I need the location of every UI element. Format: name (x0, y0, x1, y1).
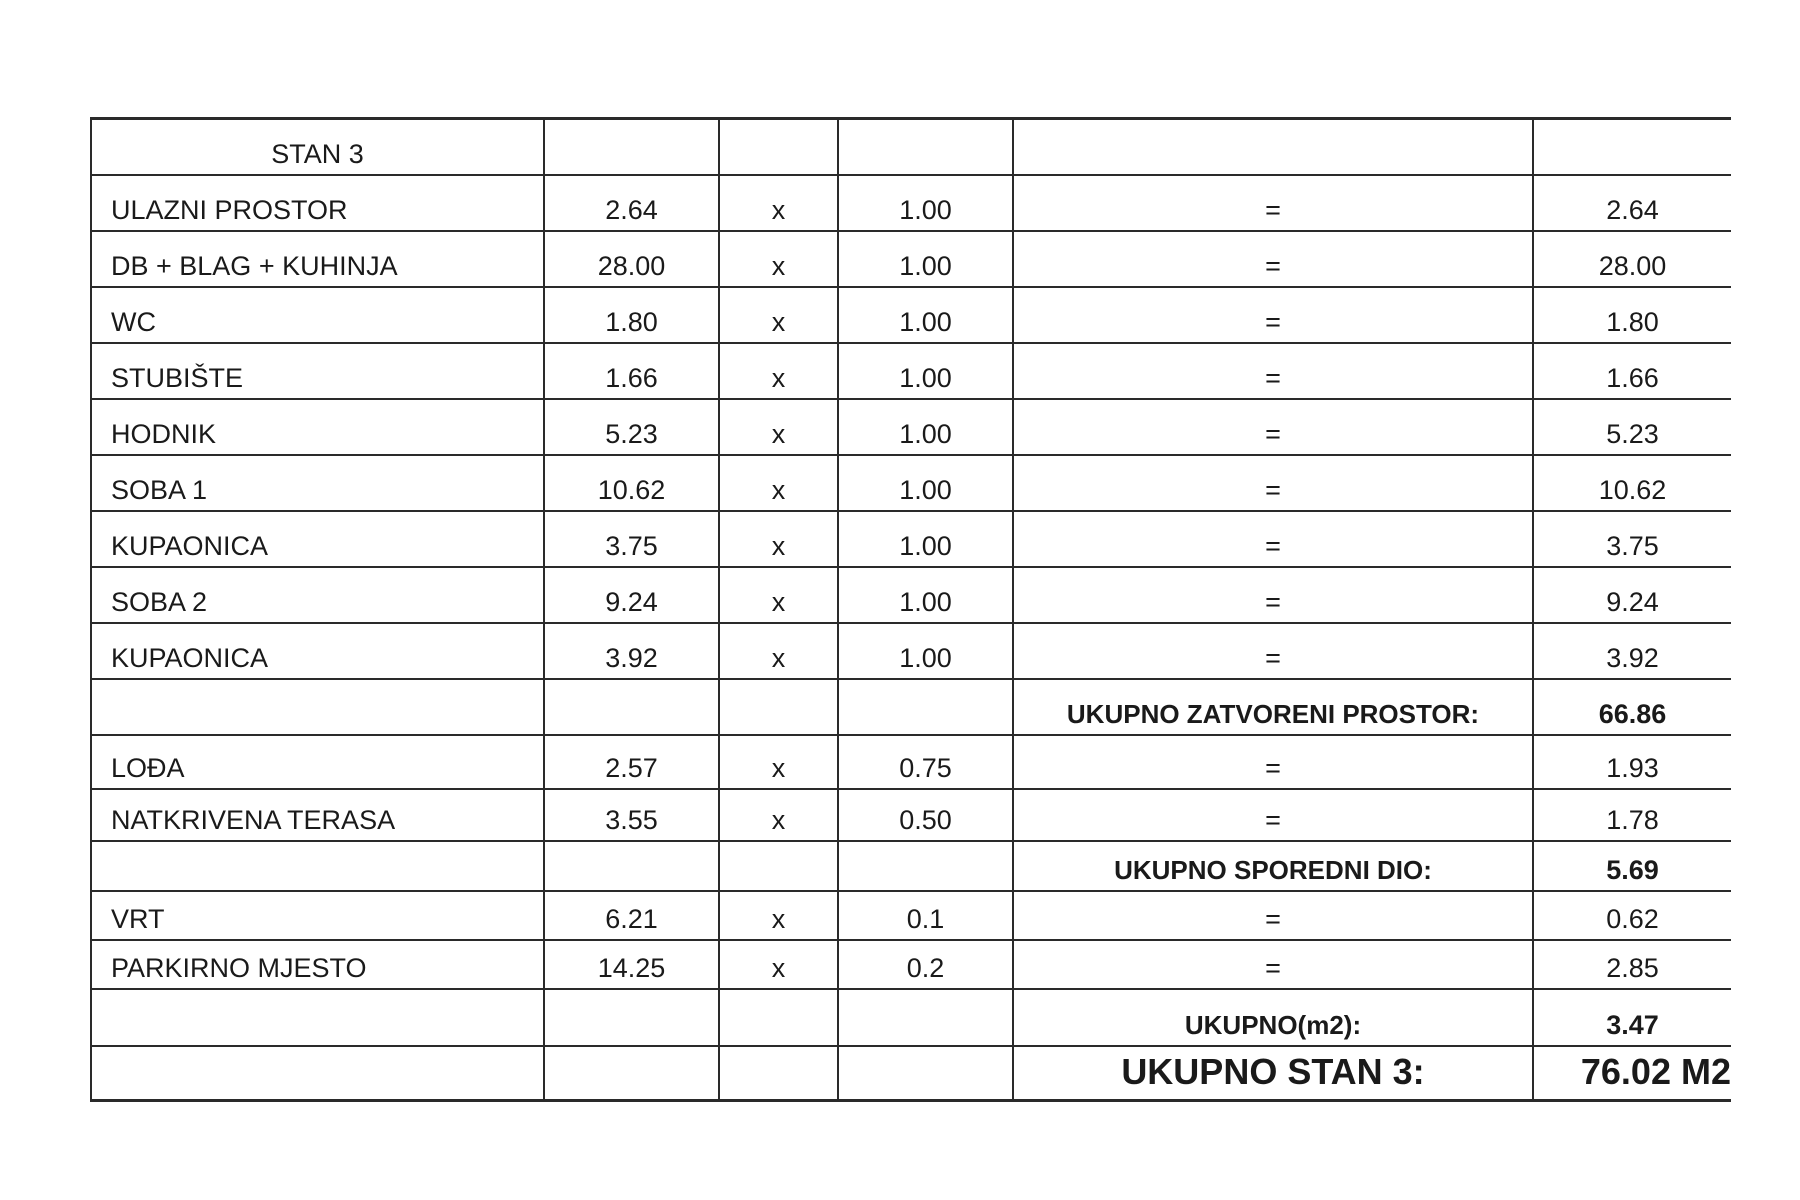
area-factor: 1.00 (838, 175, 1013, 231)
room-result: 1.66 (1533, 343, 1731, 399)
equals-sign: = (1013, 343, 1533, 399)
empty-cell (91, 679, 544, 735)
room-name: HODNIK (91, 399, 544, 455)
room-area: 3.55 (544, 789, 719, 841)
empty-cell (838, 841, 1013, 891)
subtotal-row-extra (91, 989, 1731, 1046)
empty-cell (544, 119, 719, 175)
room-result: 5.23 (1533, 399, 1731, 455)
subtotal-secondary-value: 5.69 (1533, 841, 1731, 891)
empty-cell (91, 989, 544, 1046)
table-row (91, 735, 1731, 789)
room-area: 2.57 (544, 735, 719, 789)
subtotal-secondary-label: UKUPNO SPOREDNI DIO: (1013, 841, 1533, 891)
subtotal-extra-value: 3.47 (1533, 989, 1731, 1046)
area-factor: 1.00 (838, 231, 1013, 287)
empty-cell (719, 679, 838, 735)
grand-total-value: 76.02 M2 (1580, 1051, 1731, 1092)
room-name: LOĐA (91, 735, 544, 789)
empty-cell (719, 841, 838, 891)
table-title: STAN 3 (91, 119, 544, 175)
room-name: STUBIŠTE (91, 343, 544, 399)
empty-cell (719, 989, 838, 1046)
area-factor: 1.00 (838, 623, 1013, 679)
table-row (91, 567, 1731, 623)
table-row (91, 231, 1731, 287)
multiply-sign: x (719, 175, 838, 231)
room-result: 10.62 (1533, 455, 1731, 511)
multiply-sign: x (719, 940, 838, 989)
empty-cell (91, 841, 544, 891)
area-factor: 1.00 (838, 399, 1013, 455)
empty-cell (544, 679, 719, 735)
room-area: 6.21 (544, 891, 719, 940)
table-row (91, 343, 1731, 399)
table-row (91, 511, 1731, 567)
equals-sign: = (1013, 735, 1533, 789)
table-row (91, 455, 1731, 511)
empty-cell (1533, 119, 1731, 175)
room-result: 1.80 (1533, 287, 1731, 343)
room-name: WC (91, 287, 544, 343)
area-factor: 1.00 (838, 287, 1013, 343)
room-area: 1.80 (544, 287, 719, 343)
room-result: 1.78 (1533, 789, 1731, 841)
area-calculation-table (90, 117, 1731, 1102)
room-name: SOBA 2 (91, 567, 544, 623)
equals-sign: = (1013, 231, 1533, 287)
empty-cell (91, 1046, 544, 1101)
grand-total-label: UKUPNO STAN 3: (1013, 1046, 1533, 1101)
subtotal-row-closed (91, 679, 1731, 735)
area-factor: 1.00 (838, 511, 1013, 567)
room-area: 14.25 (544, 940, 719, 989)
empty-cell (719, 119, 838, 175)
area-factor: 0.50 (838, 789, 1013, 841)
grand-total-row (91, 1046, 1731, 1101)
multiply-sign: x (719, 511, 838, 567)
room-name: PARKIRNO MJESTO (91, 940, 544, 989)
multiply-sign: x (719, 231, 838, 287)
table-row (91, 623, 1731, 679)
equals-sign: = (1013, 789, 1533, 841)
multiply-sign: x (719, 455, 838, 511)
room-name: SOBA 1 (91, 455, 544, 511)
area-factor: 0.2 (838, 940, 1013, 989)
room-name: DB + BLAG + KUHINJA (91, 231, 544, 287)
room-area: 1.66 (544, 343, 719, 399)
room-result: 9.24 (1533, 567, 1731, 623)
room-area: 2.64 (544, 175, 719, 231)
equals-sign: = (1013, 287, 1533, 343)
room-result: 2.85 (1533, 940, 1731, 989)
empty-cell (838, 119, 1013, 175)
room-name: ULAZNI PROSTOR (91, 175, 544, 231)
room-area: 3.75 (544, 511, 719, 567)
multiply-sign: x (719, 399, 838, 455)
table-row (91, 399, 1731, 455)
empty-cell (719, 1046, 838, 1101)
room-area: 3.92 (544, 623, 719, 679)
title-row (91, 119, 1731, 175)
multiply-sign: x (719, 343, 838, 399)
multiply-sign: x (719, 789, 838, 841)
multiply-sign: x (719, 623, 838, 679)
room-result: 3.75 (1533, 511, 1731, 567)
area-factor: 1.00 (838, 567, 1013, 623)
room-area: 10.62 (544, 455, 719, 511)
table-row (91, 789, 1731, 841)
table-row (91, 891, 1731, 940)
area-factor: 0.75 (838, 735, 1013, 789)
empty-cell (544, 841, 719, 891)
area-factor: 0.1 (838, 891, 1013, 940)
room-result: 1.93 (1533, 735, 1731, 789)
room-result: 0.62 (1533, 891, 1731, 940)
room-result: 3.92 (1533, 623, 1731, 679)
room-name: KUPAONICA (91, 623, 544, 679)
equals-sign: = (1013, 511, 1533, 567)
table-row (91, 175, 1731, 231)
equals-sign: = (1013, 623, 1533, 679)
equals-sign: = (1013, 940, 1533, 989)
empty-cell (544, 1046, 719, 1101)
room-result: 2.64 (1533, 175, 1731, 231)
area-factor: 1.00 (838, 343, 1013, 399)
room-area: 28.00 (544, 231, 719, 287)
subtotal-closed-label: UKUPNO ZATVORENI PROSTOR: (1013, 679, 1533, 735)
multiply-sign: x (719, 567, 838, 623)
empty-cell (838, 679, 1013, 735)
subtotal-closed-value: 66.86 (1533, 679, 1731, 735)
room-area: 9.24 (544, 567, 719, 623)
equals-sign: = (1013, 455, 1533, 511)
room-area: 5.23 (544, 399, 719, 455)
equals-sign: = (1013, 175, 1533, 231)
empty-cell (838, 1046, 1013, 1101)
subtotal-row-secondary (91, 841, 1731, 891)
multiply-sign: x (719, 287, 838, 343)
subtotal-extra-label: UKUPNO(m2): (1013, 989, 1533, 1046)
empty-cell (1013, 119, 1533, 175)
equals-sign: = (1013, 891, 1533, 940)
area-factor: 1.00 (838, 455, 1013, 511)
room-name: NATKRIVENA TERASA (91, 789, 544, 841)
multiply-sign: x (719, 891, 838, 940)
room-name: KUPAONICA (91, 511, 544, 567)
multiply-sign: x (719, 735, 838, 789)
table-row (91, 940, 1731, 989)
empty-cell (544, 989, 719, 1046)
equals-sign: = (1013, 399, 1533, 455)
empty-cell (838, 989, 1013, 1046)
room-name: VRT (91, 891, 544, 940)
equals-sign: = (1013, 567, 1533, 623)
room-result: 28.00 (1533, 231, 1731, 287)
table-row (91, 287, 1731, 343)
